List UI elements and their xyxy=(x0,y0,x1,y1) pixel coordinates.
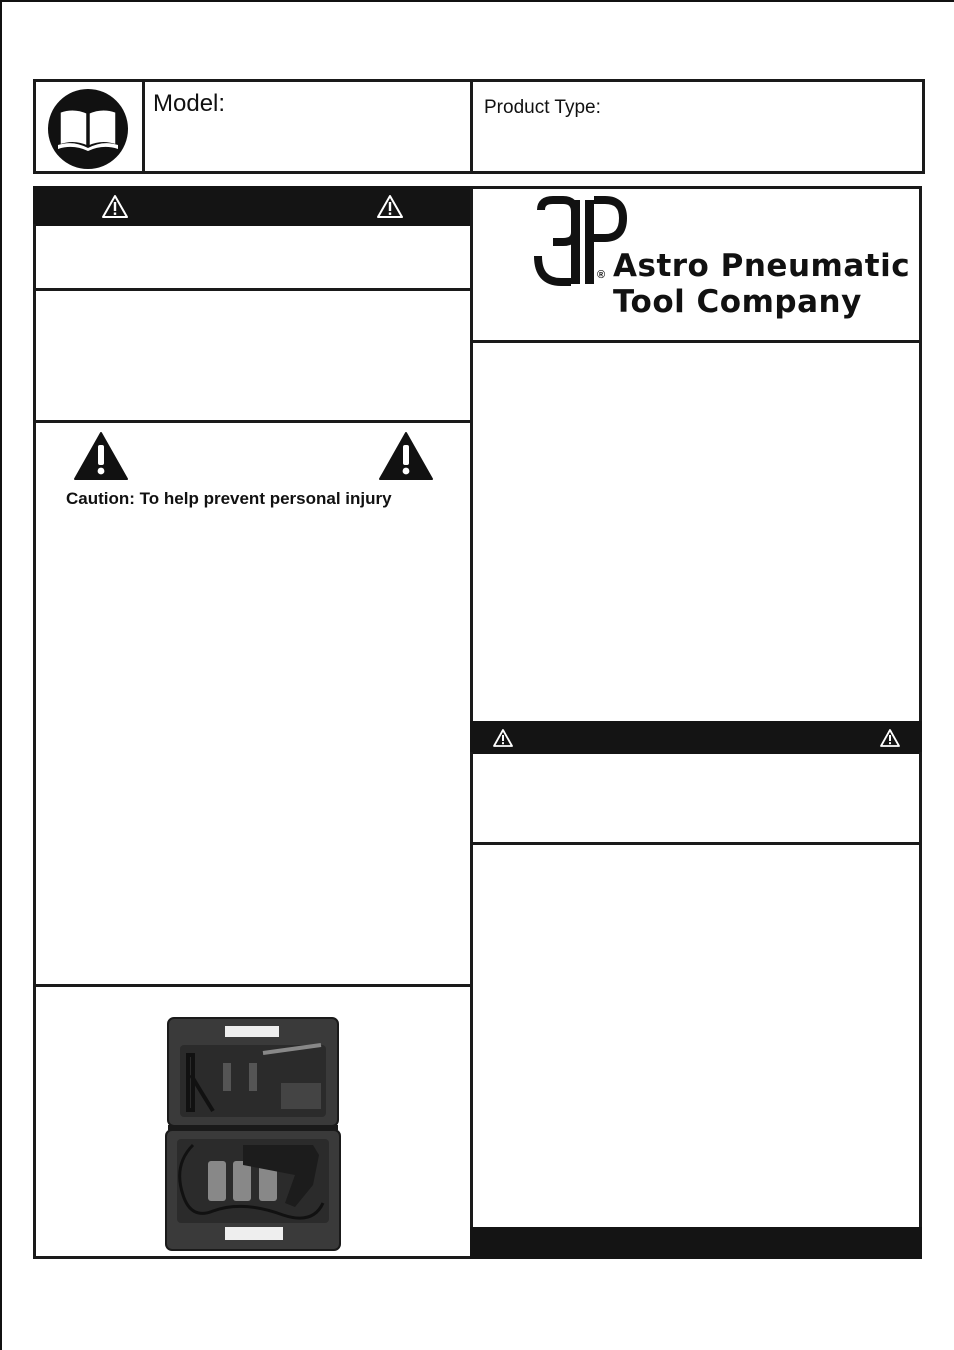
exclamation-triangle-icon xyxy=(378,431,434,481)
footer-bar-right xyxy=(470,1227,922,1259)
model-label: Model: xyxy=(153,90,226,117)
logo-text-line2: Tool Company xyxy=(613,284,862,320)
warning-bar-left xyxy=(33,186,473,226)
warning-triangle-icon xyxy=(376,194,404,219)
notice-box-left xyxy=(33,288,473,423)
page-top-rule xyxy=(0,0,954,2)
manual-icon-cell xyxy=(33,79,145,174)
caution-text: To help prevent personal injury xyxy=(139,489,392,508)
product-photo-box xyxy=(33,984,473,1259)
content-box-right-lower xyxy=(470,842,922,1230)
warning-text-box-right xyxy=(470,752,922,845)
open-book-icon xyxy=(47,88,129,170)
product-type-cell xyxy=(470,79,925,174)
registered-mark: ® xyxy=(597,269,606,281)
warning-triangle-icon xyxy=(492,728,514,748)
product-type-label: Product Type: xyxy=(484,97,601,118)
content-box-right xyxy=(470,340,922,724)
warning-triangle-icon xyxy=(879,728,901,748)
exclamation-triangle-icon xyxy=(73,431,129,481)
warning-text-box-left xyxy=(33,224,473,291)
warning-bar-right xyxy=(470,721,922,754)
page-left-rule xyxy=(0,0,2,1350)
caution-heading xyxy=(66,489,392,509)
tool-case-photo xyxy=(163,1015,341,1251)
caution-box xyxy=(33,420,473,987)
caution-label: Caution: xyxy=(66,489,135,508)
model-cell xyxy=(142,79,473,174)
logo-box xyxy=(470,186,922,343)
warning-triangle-icon xyxy=(101,194,129,219)
logo-text-line1: Astro Pneumatic xyxy=(613,248,911,284)
